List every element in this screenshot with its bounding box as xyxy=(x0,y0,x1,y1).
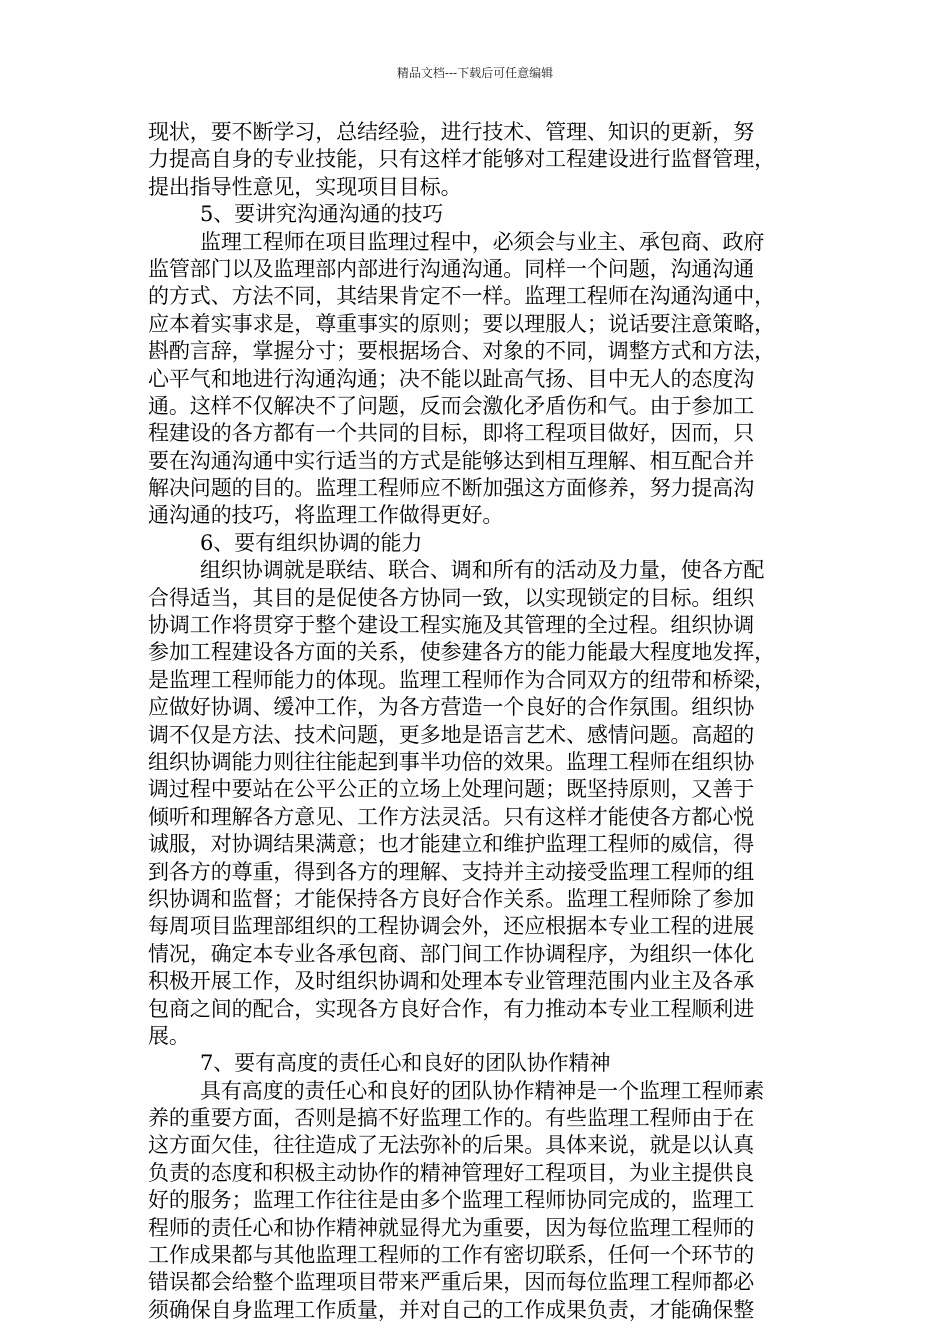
text-line: 组织协调就是联结、联合、调和所有的活动及力量，使各方配 xyxy=(200,558,765,583)
text-line: 的方式、方法不同，其结果肯定不一样。监理工程师在沟通沟通中， xyxy=(148,284,775,309)
text-line: 这方面欠佳，往往造成了无法弥补的后果。具体来说，就是以认真 xyxy=(148,1133,755,1158)
text-line: 织协调和监督；才能保持各方良好合作关系。监理工程师除了参加 xyxy=(148,886,755,911)
document-body xyxy=(148,119,810,1324)
text-line: 程建设的各方都有一个共同的目标，即将工程项目做好，因而，只 xyxy=(148,421,755,446)
text-line: 调不仅是方法、技术问题，更多地是语言艺术、感情问题。高超的 xyxy=(148,722,755,747)
text-line: 情况，确定本专业各承包商、部门间工作协调程序，为组织一体化 xyxy=(148,941,755,966)
text-line: 应做好协调、缓冲工作，为各方营造一个良好的合作氛围。组织协 xyxy=(148,695,755,720)
text-line: 要在沟通沟通中实行适当的方式是能够达到相互理解、相互配合并 xyxy=(148,448,755,473)
text-line: 到各方的尊重，得到各方的理解、支持并主动接受监理工程师的组 xyxy=(148,859,755,884)
text-line: 合得适当，其目的是促使各方协同一致，以实现锁定的目标。组织 xyxy=(148,585,755,610)
text-line: 程师的责任心和协作精神就显得尤为重要，因为每位监理工程师的 xyxy=(148,1215,755,1240)
text-line: 展。 xyxy=(148,1023,190,1048)
text-line: 工作成果都与其他监理工程师的工作有密切联系，任何一个环节的 xyxy=(148,1243,755,1268)
text-line: 是监理工程师能力的体现。监理工程师作为合同双方的纽带和桥梁， xyxy=(148,667,775,692)
text-line: 通沟通的技巧，将监理工作做得更好。 xyxy=(148,503,504,528)
text-line: 解决问题的目的。监理工程师应不断加强这方面修养，努力提高沟 xyxy=(148,476,755,501)
text-line: 须确保自身监理工作质量，并对自己的工作成果负责，才能确保整 xyxy=(148,1297,755,1322)
text-line: 错误都会给整个监理项目带来严重后果，因而每位监理工程师都必 xyxy=(148,1270,755,1295)
text-line: 现状，要不断学习，总结经验，进行技术、管理、知识的更新，努 xyxy=(148,120,755,144)
text-line: 7、要有高度的责任心和良好的团队协作精神 xyxy=(200,1051,611,1076)
text-line: 提出指导性意见，实现项目目标。 xyxy=(148,174,462,199)
text-line: 参加工程建设各方面的关系，使参建各方的能力能最大程度地发挥， xyxy=(148,640,775,665)
text-line: 5、要讲究沟通沟通的技巧 xyxy=(200,202,444,227)
text-line: 好的服务；监理工作往往是由多个监理工程师协同完成的，监理工 xyxy=(148,1188,755,1213)
page-header: 精品文档---下载后可任意编辑 xyxy=(396,66,554,80)
text-line: 包商之间的配合，实现各方良好合作，有力推动本专业工程顺利进 xyxy=(148,996,755,1021)
text-line: 养的重要方面，否则是搞不好监理工作的。有些监理工程师由于在 xyxy=(148,1106,755,1131)
text-line: 斟酌言辞，掌握分寸；要根据场合、对象的不同，调整方式和方法， xyxy=(148,339,775,364)
text-line: 6、要有组织协调的能力 xyxy=(200,530,423,555)
text-line: 心平气和地进行沟通沟通；决不能以趾高气扬、目中无人的态度沟 xyxy=(148,366,755,391)
text-line: 协调工作将贯穿于整个建设工程实施及其管理的全过程。组织协调 xyxy=(148,613,755,638)
text-line: 倾听和理解各方意见、工作方法灵活。只有这样才能使各方都心悦 xyxy=(148,804,755,829)
text-line: 负责的态度和积极主动协作的精神管理好工程项目，为业主提供良 xyxy=(148,1160,755,1185)
text-line: 力提高自身的专业技能，只有这样才能够对工程建设进行监督管理， xyxy=(148,147,775,172)
text-line: 诚服，对协调结果满意；也才能建立和维护监理工程师的威信，得 xyxy=(148,832,755,857)
text-line: 积极开展工作，及时组织协调和处理本专业管理范围内业主及各承 xyxy=(148,969,755,994)
text-line: 应本着实事求是，尊重事实的原则；要以理服人；说话要注意策略， xyxy=(148,311,775,336)
text-line: 每周项目监理部组织的工程协调会外，还应根据本专业工程的进展 xyxy=(148,914,755,939)
text-line: 组织协调能力则往往能起到事半功倍的效果。监理工程师在组织协 xyxy=(148,749,755,774)
text-line: 调过程中要站在公平公正的立场上处理问题；既坚持原则，又善于 xyxy=(148,777,755,802)
text-line: 通。这样不仅解决不了问题，反而会激化矛盾伤和气。由于参加工 xyxy=(148,393,755,418)
text-line: 监管部门以及监理部内部进行沟通沟通。同样一个问题，沟通沟通 xyxy=(148,256,755,281)
text-line: 监理工程师在项目监理过程中，必须会与业主、承包商、政府 xyxy=(200,229,765,254)
text-line: 具有高度的责任心和良好的团队协作精神是一个监理工程师素 xyxy=(200,1078,765,1103)
